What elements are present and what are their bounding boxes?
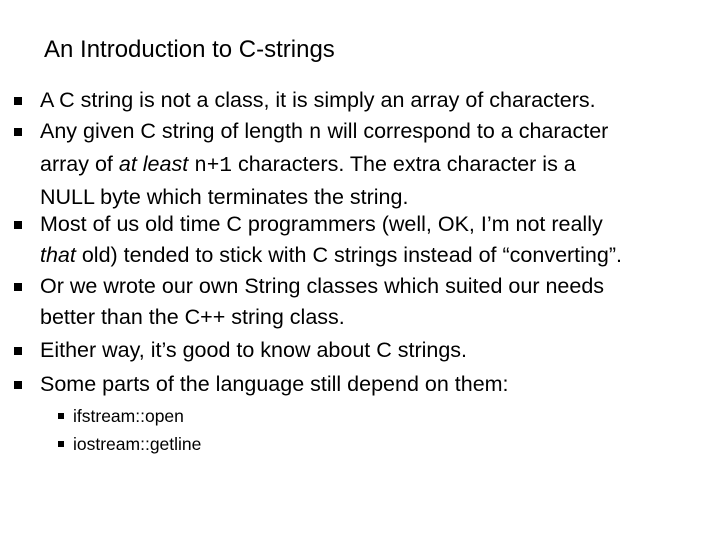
square-bullet-icon: [14, 221, 22, 229]
text-run: old) tended to stick with C strings instead of “converting”.: [75, 243, 622, 267]
text-run: array of: [40, 152, 119, 176]
text-run: better than the C++ string class.: [40, 305, 345, 329]
emphasis-text: that: [40, 243, 76, 267]
bullet-text: [40, 369, 710, 400]
text-run: Either way, it’s good to know about C strings.: [40, 338, 468, 362]
square-bullet-icon: [14, 347, 22, 355]
code-text: n+1: [194, 155, 232, 178]
bullet-line: [40, 209, 710, 240]
bullet-line: [40, 116, 710, 149]
sub-bullet-text: iostream::getline: [73, 434, 202, 454]
text-run: NULL byte which terminates the string.: [40, 185, 409, 209]
square-sub-bullet-icon: [58, 441, 64, 447]
square-bullet-icon: [14, 283, 22, 291]
square-bullet-icon: [14, 128, 22, 136]
bullet-line: [40, 271, 710, 302]
bullet-line: [40, 149, 710, 182]
square-bullet-icon: [14, 381, 22, 389]
bullet-text: [40, 116, 710, 213]
text-run: will correspond to a character: [321, 119, 609, 143]
text-run: Or we wrote our own String classes which suited our needs: [40, 274, 605, 298]
bullet-text: [40, 335, 710, 366]
bullet-text: [40, 85, 710, 116]
code-text: n: [308, 122, 322, 145]
square-sub-bullet-icon: [58, 413, 64, 419]
text-run: A C string is not a class, it is simply an array of characters.: [40, 88, 596, 112]
square-bullet-icon: [14, 97, 22, 105]
bullet-line: [40, 240, 710, 271]
text-run: Some parts of the language still depend on them:: [40, 372, 509, 396]
emphasis-text: at least: [118, 152, 189, 176]
sub-bullet-text: ifstream::open: [73, 406, 184, 426]
bullet-line: [40, 335, 710, 366]
bullet-text: [40, 271, 710, 333]
slide-title: An Introduction to C-strings: [44, 36, 335, 63]
bullet-text: [40, 209, 710, 271]
bullet-line: [40, 369, 710, 400]
bullet-line: [40, 302, 710, 333]
bullet-line: [40, 85, 710, 116]
text-run: Most of us old time C programmers (well, OK, I’m not really: [40, 212, 603, 236]
text-run: characters. The extra character is a: [232, 152, 576, 176]
text-run: Any given C string of length: [40, 119, 309, 143]
